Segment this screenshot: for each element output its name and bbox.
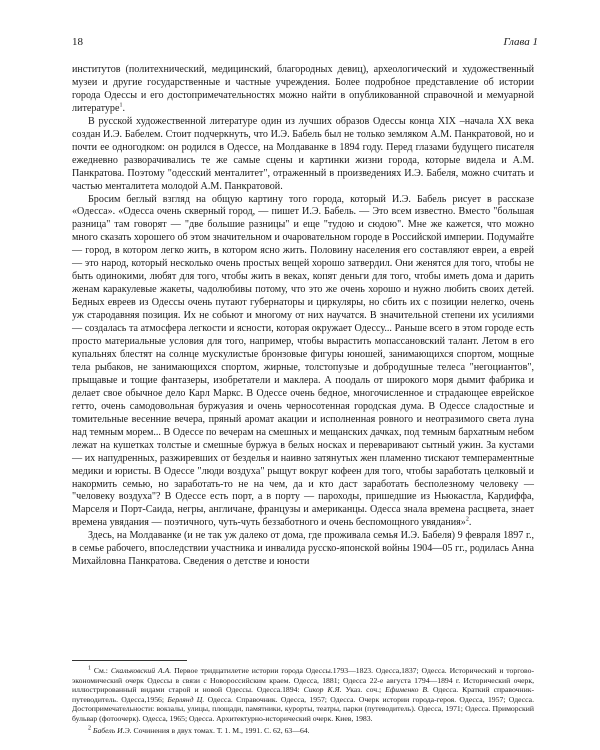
paragraph-3-text: Бросим беглый взгляд на общую картину того города, который И.Э. Бабель рисует в рассказе «Одесса». «Одесса очень скверный город, — пишет И.Э. Бабель. — Это всем известно. Вместо "большая разница" там говорят — "две большие разницы" и еще "тудою и сюдою". Мне же кажется, что можно много сказать хорошего об этом значительном и очаровательном городе в Российской империи. Подумайте — город, в котором легко жить, в котором ясно жить. Половину населения его составляют евреи, а еврей — это народ, который несколько очень простых вещей хорошо затвердил. Они женятся для того, чтобы не быть одинокими, любят для того, чтобы жить в веках, копят деньги для того, чтобы иметь дома и дарить женам каракулевые жакеты, чадолюбивы потому, что это же очень хорошо и нужно любить своих детей. Бедных евреев из Одессы очень путают губернаторы и циркуляры, но сбить их с позиции нелегко, очень уж стародавняя позиция. Их не собьют и многому от них научатся. В значительной степени их усилиями — создалась та атмосфера легкости и ясности, которая окружает Одессу... Раньше всего в этом городе есть просто материальные условия для того, например, чтобы вырастить мопассановский талант. Летом в его купальнях блестят на солнце мускулистые бронзовые фигуры юношей, занимающихся спортом, мощные тела рыбаков, не занимающихся спортом, жирные, толстопузые и добродушные телеса "негоциантов", прыщавые и тощие фантазеры, изобретатели и маклера. А поодаль от широкого моря дымит фабрика и делает свое обычное дело Карл Маркс. В Одессе очень бедное, многочисленное и страдающее еврейское гетто, очень самодовольная буржуазия и очень черносотенная городская дума. В Одессе сладостные и томительные весенние вечера, пряный аромат акации и исполненная ровного и неотразимого света луна над темным морем... В Одессе по вечерам на смешных и мещанских дачках, под темным бархатным небом лежат на кушетках толстые и смешные буржуа в белых носках и переваривают сытный ужин. За кустами — их напудренных, разжиревших от безделья и наивно затянутых жен пламенно тискают темпераментные медики и юристы. В Одессе "люди воздуха" рыщут вокруг кофеен для того, чтобы заработать целковый и накормить семью, но заработать-то не на чем, да и кто даст заработать бесполезному человеку — "человеку воздуха"? В Одессе есть порт, а в порту — пароходы, пришедшие из Ньюкастла, Кардиффа, Марселя и Порт-Саида, негры, англичане, французы и американцы. Одесса знала времена расцвета, знает времена увядания — поэтичного, чуть-чуть беззаботного и очень беспомощного увядания»	[72, 193, 534, 529]
footnote-1-number: 1	[88, 665, 91, 672]
page-number: 18	[72, 36, 83, 48]
footnote-1-part-a: Первое тридцатилетие истории города Одессы.1793—1823. Одесса,1837; Одесса. Исторический и торгово-экономический очерк Одессы в связи с Новороссийским краем. Одесса, 1881; Одесса 22-е августа 1794—1894 г. Исторический очерк, иллюстрированный видами старой и новой Одессы. Одесса.1894:	[72, 666, 535, 695]
footnote-ref-2: 2	[465, 517, 469, 523]
paragraph-1-text: институтов (политехнический, медицинский, благородных девиц), археологический и художественный музеи и другие государственные и частные учреждения. Более подробное представление об истории города Одессы и его достопримечательностях можно найти в опубликованной справочной и мемуарной литературе	[72, 64, 534, 114]
footnote-1-author-4: Берлянд Ц.	[167, 694, 205, 704]
paragraph-1-end: .	[122, 102, 125, 114]
paragraph-1	[72, 64, 534, 116]
footnote-2-number: 2	[88, 725, 91, 731]
footnotes	[72, 666, 534, 737]
footnote-1-author-2: Сикор К.Я.	[303, 685, 342, 695]
footnote-2	[72, 726, 534, 736]
paragraph-3-end: .	[468, 517, 472, 529]
paragraph-4: Здесь, на Молдаванке (и не так уж далеко от дома, где проживала семья И.Э. Бабеля) 9 февраля 1897 г., в семье рабочего, впоследствии участника и инвалида русско-японской войны 1904—05 гг., родилась Анна Михайловна Панкратова. Сведения о детстве и юности	[72, 530, 534, 568]
footnote-1	[72, 666, 534, 724]
footnote-divider	[72, 660, 187, 661]
footnote-1-part-b: Указ. соч.;	[345, 685, 382, 695]
footnote-1-see: См.:	[93, 666, 108, 675]
paragraph-3	[72, 194, 534, 531]
footnote-1-part-c: Одесса. Краткий справочник-путеводитель. Одесса,1956;	[72, 685, 535, 704]
main-text	[72, 64, 534, 569]
running-header-chapter: Глава 1	[503, 36, 538, 48]
footnote-1-part-d: Одесса. Справочник. Одесса, 1957; Одесса. Очерк истории города-героя. Одесса, 1957; Одесса. Достопримечательности: вокзалы, улицы, площади, памятники, курорты, театры, парки (путеводитель). Одесса, 1971; Одесса. Приморский бульвар (фотоочерк). Одесса, 1965; Одесса. Архитектурно-исторический очерк. Киев, 1983.	[72, 694, 534, 723]
footnote-ref-1: 1	[119, 102, 123, 109]
footnote-2-text: Сочинения в двух томах. Т. 1. М., 1991. С. 62, 63—64.	[133, 725, 310, 735]
paragraph-2: В русской художественной литературе один из лучших образов Одессы конца XIX –начала XX века создан И.Э. Бабелем. Стоит подчеркнуть, что И.Э. Бабель был не только земляком А.М. Панкратовой, но и почти ее одногодком: он родился в Одессе, на Молдаванке в 1894 году. Перед глазами будущего писателя ежедневно разворачивались те же самые сцены и картинки жизни города, которые видела и А.М. Панкратова. Поэтому "одесский менталитет", отраженный в произведениях И.Э. Бабеля, можно считать и частью менталитета молодой А.М. Панкратовой.	[72, 115, 534, 192]
footnote-1-author-3: Ефименко В.	[385, 685, 429, 695]
footnote-1-author: Скальковский А.А.	[110, 666, 172, 675]
footnote-2-author: Бабель И.Э.	[92, 725, 132, 735]
